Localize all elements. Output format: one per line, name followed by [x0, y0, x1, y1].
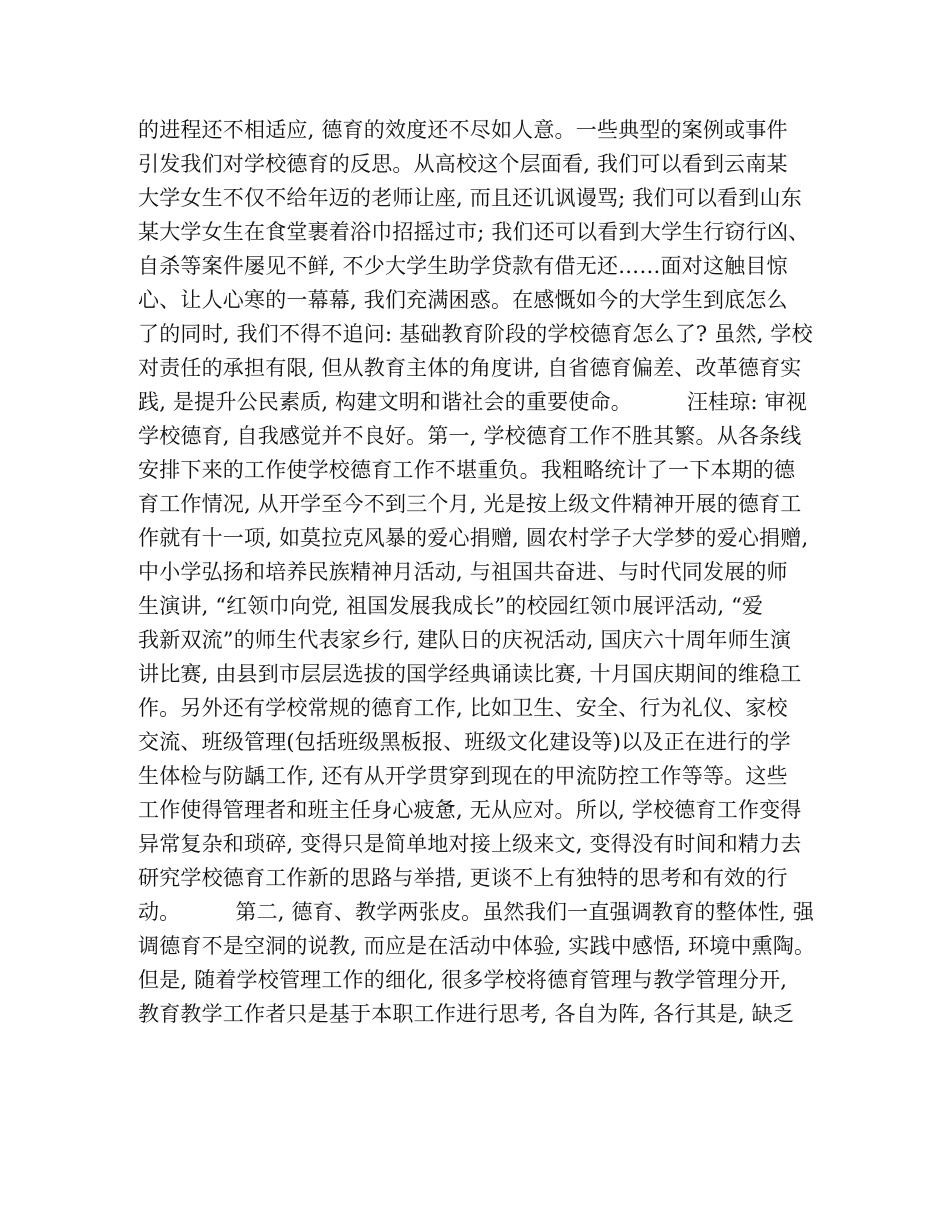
text-line: 某大学女生在食堂裹着浴巾招摇过市; 我们还可以看到大学生行窃行凶、 — [138, 220, 810, 244]
text-line: 中小学弘扬和培养民族精神月活动, 与祖国共奋进、与时代同发展的师 — [138, 560, 788, 584]
text-line: 生演讲, “红领巾向党, 祖国发展我成长”的校园红领巾展评活动, “爱 — [138, 594, 764, 618]
text-line: 育工作情况, 从开学至今不到三个月, 光是按上级文件精神开展的德育工 — [138, 492, 802, 516]
text-line: 了的同时, 我们不得不追问: 基础教育阶段的学校德育怎么了? 虽然, 学校 — [138, 322, 813, 346]
text-line: 工作使得管理者和班主任身心疲惫, 无从应对。所以, 学校德育工作变得 — [138, 798, 802, 822]
text-line: 调德育不是空洞的说教, 而应是在活动中体验, 实践中感悟, 环境中熏陶。 — [138, 934, 816, 958]
text-line: 交流、班级管理(包括班级黑板报、班级文化建设等)以及正在进行的学 — [138, 730, 791, 754]
text-line: 我新双流”的师生代表家乡行, 建队日的庆祝活动, 国庆六十周年师生演 — [138, 628, 792, 652]
text-line: 生体检与防龋工作, 还有从开学贯穿到现在的甲流防控工作等等。这些 — [138, 764, 788, 788]
text-line: 对责任的承担有限, 但从教育主体的角度讲, 自省德育偏差、改革德育实 — [138, 356, 802, 380]
text-line: 讲比赛, 由县到市层层选拔的国学经典诵读比赛, 十月国庆期间的维稳工 — [138, 662, 802, 686]
text-line: 但是, 随着学校管理工作的细化, 很多学校将德育管理与教学管理分开, — [138, 968, 788, 992]
text-line: 践, 是提升公民素质, 构建文明和谐社会的重要使命。 汪桂琼: 审视 — [138, 390, 808, 414]
text-line: 教育教学工作者只是基于本职工作进行思考, 各自为阵, 各行其是, 缺乏 — [138, 1002, 795, 1026]
text-line: 的进程还不相适应, 德育的效度还不尽如人意。一些典型的案例或事件 — [138, 118, 788, 142]
text-line: 作。另外还有学校常规的德育工作, 比如卫生、安全、行为礼仪、家校 — [138, 696, 788, 720]
text-line: 学校德育, 自我感觉并不良好。第一, 学校德育工作不胜其繁。从各条线 — [138, 424, 802, 448]
text-line: 心、让人心寒的一幕幕, 我们充满困惑。在感慨如今的大学生到底怎么 — [138, 288, 788, 312]
text-line: 大学女生不仅不给年迈的老师让座, 而且还讥讽谩骂; 我们可以看到山东 — [138, 186, 802, 210]
text-line: 异常复杂和琐碎, 变得只是简单地对接上级来文, 变得没有时间和精力去 — [138, 832, 802, 856]
text-line: 动。 第二, 德育、教学两张皮。虽然我们一直强调教育的整体性, 强 — [138, 900, 815, 924]
text-line: 研究学校德育工作新的思路与举措, 更谈不上有独特的思考和有效的行 — [138, 866, 788, 890]
text-line: 自杀等案件屡见不鲜, 不少大学生助学贷款有借无还……面对这触目惊 — [138, 254, 788, 278]
body-text — [138, 113, 838, 1031]
text-line: 引发我们对学校德育的反思。从高校这个层面看, 我们可以看到云南某 — [138, 152, 788, 176]
text-line: 安排下来的工作使学校德育工作不堪重负。我粗略统计了一下本期的德 — [138, 458, 796, 482]
text-line: 作就有十一项, 如莫拉克风暴的爱心捐赠, 圆农村学子大学梦的爱心捐赠, — [138, 526, 809, 550]
